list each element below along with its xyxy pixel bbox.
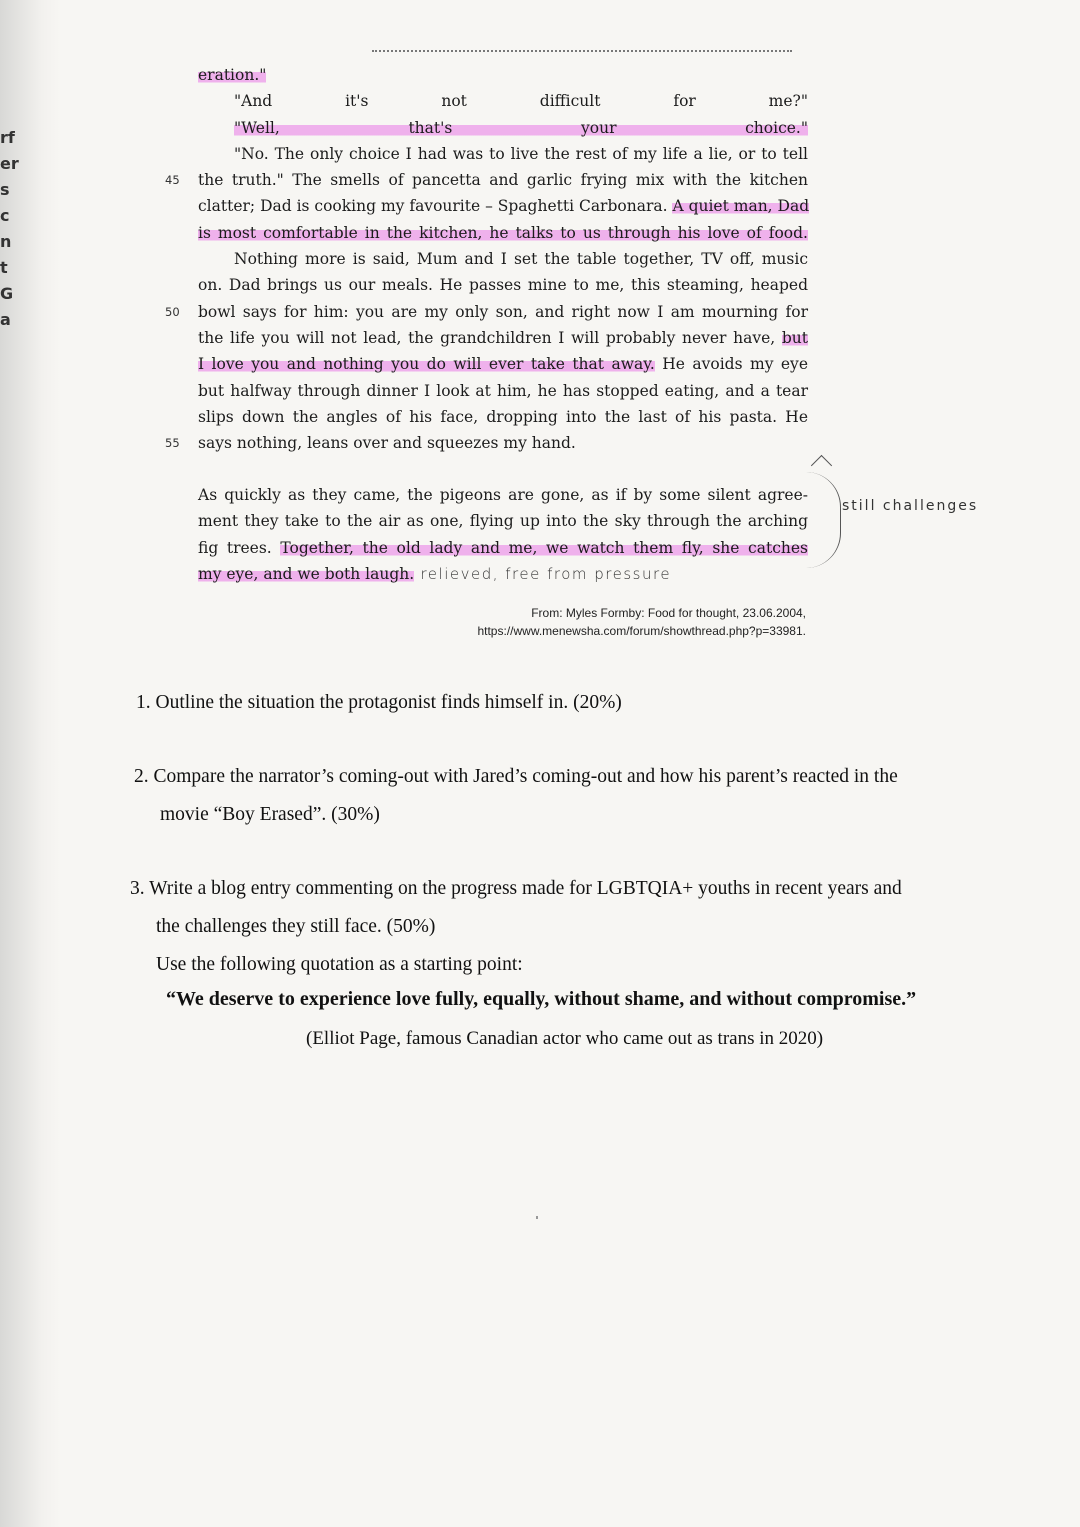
line-text: As quickly as they came, the pigeons are gone, as if by some silent agree-: [198, 486, 808, 504]
task-2-line-2: movie “Boy Erased”. (30%): [160, 804, 380, 825]
handwritten-inline-note: relieved, free from pressure: [414, 564, 672, 583]
passage-line: [198, 482, 808, 508]
passage-line: [198, 325, 808, 351]
line-text: bowl says for him: you are my only son, and right now I am mourning for: [198, 302, 808, 321]
source-line-2: https://www.menewsha.com/forum/showthread.php?p=33981.: [477, 624, 806, 638]
passage-line: [165, 299, 808, 325]
line-number: 50: [165, 304, 180, 319]
passage-line: [198, 272, 808, 298]
handwritten-margin-note: still challenges: [842, 498, 979, 514]
bleed-fragment: c: [0, 206, 10, 225]
passage-line: [198, 88, 808, 114]
cut-off-top-line: [372, 50, 792, 56]
passage-line: [198, 115, 808, 141]
passage-line: [165, 430, 808, 456]
highlighted-text: my eye, and we both laugh.: [198, 564, 415, 583]
bleed-fragment: rf: [0, 128, 15, 147]
highlighted-text: "Well, that's your choice.": [234, 118, 808, 137]
excerpt-final-paragraph: [198, 482, 808, 587]
highlighted-text: I love you and nothing you do will ever take that away.: [198, 355, 655, 374]
line-text: He avoids my eye: [654, 355, 808, 374]
paper-speck: [536, 1216, 538, 1219]
line-text: "No. The only choice I had was to live the rest of my life a lie, or to tell: [234, 144, 808, 163]
bleed-fragment: er: [0, 154, 19, 173]
passage-line: [198, 220, 808, 246]
highlighted-text: but: [781, 328, 808, 347]
line-text: ment they take to the air as one, flying up into the sky through the arching: [198, 512, 808, 531]
passage-line: [165, 167, 808, 193]
task-3-line-2: the challenges they still face. (50%): [156, 916, 436, 937]
task-3: [130, 870, 1010, 984]
task-1: [136, 684, 1016, 722]
line-text: says nothing, leans over and squeezes my hand.: [198, 434, 576, 453]
passage-line: [198, 535, 808, 561]
passage-line: [198, 404, 808, 430]
passage-line: [198, 351, 808, 377]
line-text: clatter; Dad is cooking my favourite – Spaghetti Carbonara.: [198, 197, 673, 216]
task-3-line-1: 3. Write a blog entry commenting on the progress made for LGBTQIA+ youths in recent years and: [130, 878, 902, 899]
line-number: 45: [165, 173, 180, 188]
highlighted-text: eration.": [198, 66, 267, 84]
bleed-fragment: a: [0, 310, 11, 329]
highlighted-text: Together, the old lady and me, we watch them fly, she catches: [280, 538, 808, 557]
passage-line: [198, 62, 808, 88]
elliot-page-quote: “We deserve to experience love fully, equally, without shame, and without compromise.”: [166, 988, 917, 1010]
passage-line: [198, 141, 808, 167]
bleed-fragment: n: [0, 232, 12, 251]
source-citation: [420, 604, 806, 640]
line-text: the life you will not lead, the grandchildren I will probably never have,: [198, 328, 782, 347]
task-3-line-3: Use the following quotation as a starting point:: [156, 954, 523, 975]
line-text: but halfway through dinner I look at him, he has stopped eating, and a tear: [198, 381, 808, 400]
excerpt-passage: [165, 62, 810, 456]
highlighted-text: A quiet man, Dad: [672, 197, 810, 216]
bleed-fragment: s: [0, 180, 10, 199]
bleed-fragment: G: [0, 284, 14, 303]
line-text: fig trees.: [198, 538, 281, 557]
line-text: slips down the angles of his face, dropping into the last of his pasta. He: [198, 407, 808, 426]
line-number: 55: [165, 436, 180, 451]
line-text: on. Dad brings us our meals. He passes mine to me, this steaming, heaped: [198, 276, 808, 295]
bleed-fragment: t: [0, 258, 8, 277]
line-text: Nothing more is said, Mum and I set the table together, TV off, music: [234, 250, 808, 269]
annotation-bracket: [806, 472, 841, 568]
passage-line: [198, 561, 808, 587]
passage-line: [198, 193, 808, 219]
passage-line: [198, 508, 808, 534]
margin-bleed-text: [0, 128, 19, 336]
quote-attribution: (Elliot Page, famous Canadian actor who came out as trans in 2020): [306, 1028, 824, 1049]
task-2-line-1: 2. Compare the narrator’s coming-out with Jared’s coming-out and how his parent’s reacted in the: [134, 766, 898, 787]
passage-line: [198, 246, 808, 272]
source-line-1: From: Myles Formby: Food for thought, 23.06.2004,: [531, 606, 806, 620]
passage-line: [198, 378, 808, 404]
task-1-line: 1. Outline the situation the protagonist finds himself in. (20%): [136, 692, 622, 713]
line-text: "And it's not difficult for me?": [234, 92, 808, 111]
task-2: [134, 758, 1014, 834]
highlighted-text: is most comfortable in the kitchen, he talks to us through his love of food.: [198, 223, 808, 242]
line-text: the truth." The smells of pancetta and garlic frying mix with the kitchen: [198, 171, 808, 190]
